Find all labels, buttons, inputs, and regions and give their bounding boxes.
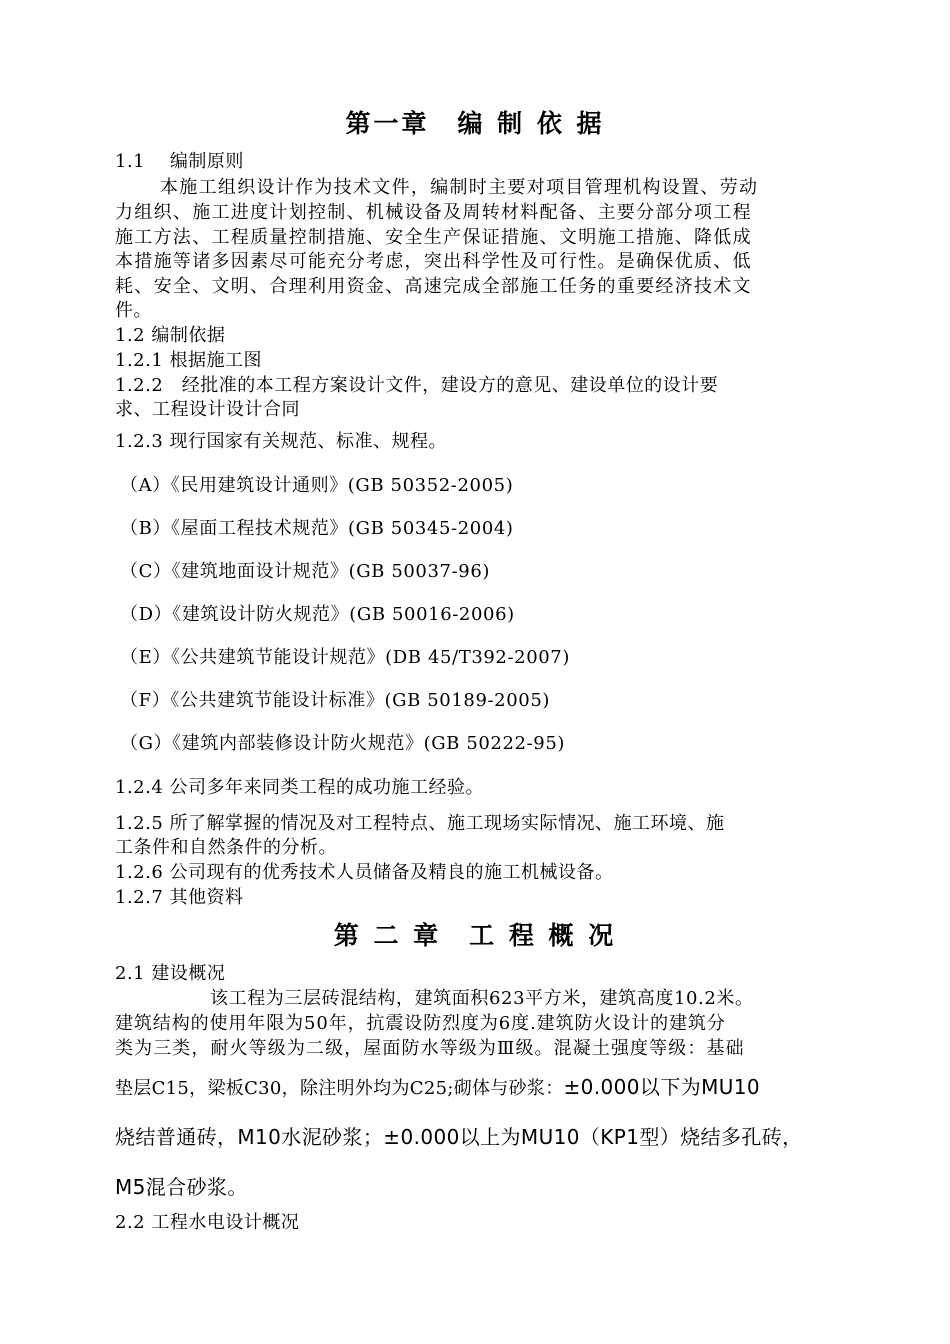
paragraph-line: 件。 [115, 300, 152, 321]
paragraph-line: 力组织、施工进度计划控制、机械设备及周转材料配备、主要分部分项工程 [115, 202, 752, 223]
reference-item: （C）《建筑地面设计规范》(GB 50037-96) [120, 561, 490, 582]
item-1-2-4: 1.2.4 公司多年来同类工程的成功施工经验。 [115, 777, 485, 798]
item-1-2-5: 1.2.5 所了解掌握的情况及对工程特点、施工现场实际情况、施工环境、施 [115, 813, 725, 834]
section-2-2-heading: 2.2 工程水电设计概况 [115, 1212, 300, 1233]
item-1-2-5-cont: 工条件和自然条件的分析。 [115, 837, 337, 858]
overview-text-sans: ±0.000以下为MU10 [563, 1075, 761, 1099]
section-1-1-heading: 1.1 编制原则 [115, 151, 244, 172]
reference-item: （E）《公共建筑节能设计规范》(DB 45/T392-2007) [120, 647, 570, 668]
chapter-2-title: 第 二 章 工 程 概 况 [333, 921, 617, 950]
item-1-2-7: 1.2.7 其他资料 [115, 887, 244, 908]
reference-item: （F）《公共建筑节能设计标准》(GB 50189-2005) [120, 690, 551, 711]
paragraph-line: 耗、安全、文明、合理利用资金、高速完成全部施工任务的重要经济技术文 [115, 276, 752, 297]
item-1-2-2: 1.2.2 经批准的本工程方案设计文件，建设方的意见、建设单位的设计要 [115, 375, 719, 396]
reference-item: （A）《民用建筑设计通则》(GB 50352-2005) [120, 475, 514, 496]
overview-text-serif: 垫层C15，梁板C30，除注明外均为C25;砌体与砂浆： [115, 1078, 564, 1099]
overview-line: 类为三类，耐火等级为二级，屋面防水等级为Ⅲ级。混凝土强度等级：基础 [115, 1038, 745, 1059]
item-1-2-6: 1.2.6 公司现有的优秀技术人员储备及精良的施工机械设备。 [115, 862, 614, 883]
overview-line: 建筑结构的使用年限为50年，抗震设防烈度为6度.建筑防火设计的建筑分 [115, 1013, 726, 1034]
reference-item: （B）《屋面工程技术规范》(GB 50345-2004) [120, 518, 514, 539]
item-1-2-3: 1.2.3 现行国家有关规范、标准、规程。 [115, 431, 448, 452]
overview-line-sans: M5混合砂浆。 [115, 1175, 248, 1199]
item-1-2-2-cont: 求、工程设计设计合同 [115, 399, 300, 420]
overview-line-sans: 烧结普通砖，M10水泥砂浆；±0.000以上为MU10（KP1型）烧结多孔砖， [115, 1125, 803, 1149]
paragraph-line: 本施工组织设计作为技术文件，编制时主要对项目管理机构设置、劳动 [160, 177, 759, 198]
overview-line: 该工程为三层砖混结构，建筑面积623平方米，建筑高度10.2米。 [210, 988, 754, 1009]
overview-line-mixed [115, 1072, 760, 1104]
section-2-1-heading: 2.1 建设概况 [115, 963, 226, 984]
chapter-1-title: 第一章 编 制 依 据 [345, 109, 605, 138]
item-1-2-1: 1.2.1 根据施工图 [115, 350, 263, 371]
paragraph-line: 本措施等诸多因素尽可能充分考虑，突出科学性及可行性。是确保优质、低 [115, 251, 752, 272]
section-1-2-heading: 1.2 编制依据 [115, 325, 226, 346]
paragraph-line: 施工方法、工程质量控制措施、安全生产保证措施、文明施工措施、降低成 [115, 227, 752, 248]
reference-item: （D）《建筑设计防火规范》(GB 50016-2006) [120, 604, 515, 625]
reference-item: （G）《建筑内部装修设计防火规范》(GB 50222-95) [120, 733, 565, 754]
